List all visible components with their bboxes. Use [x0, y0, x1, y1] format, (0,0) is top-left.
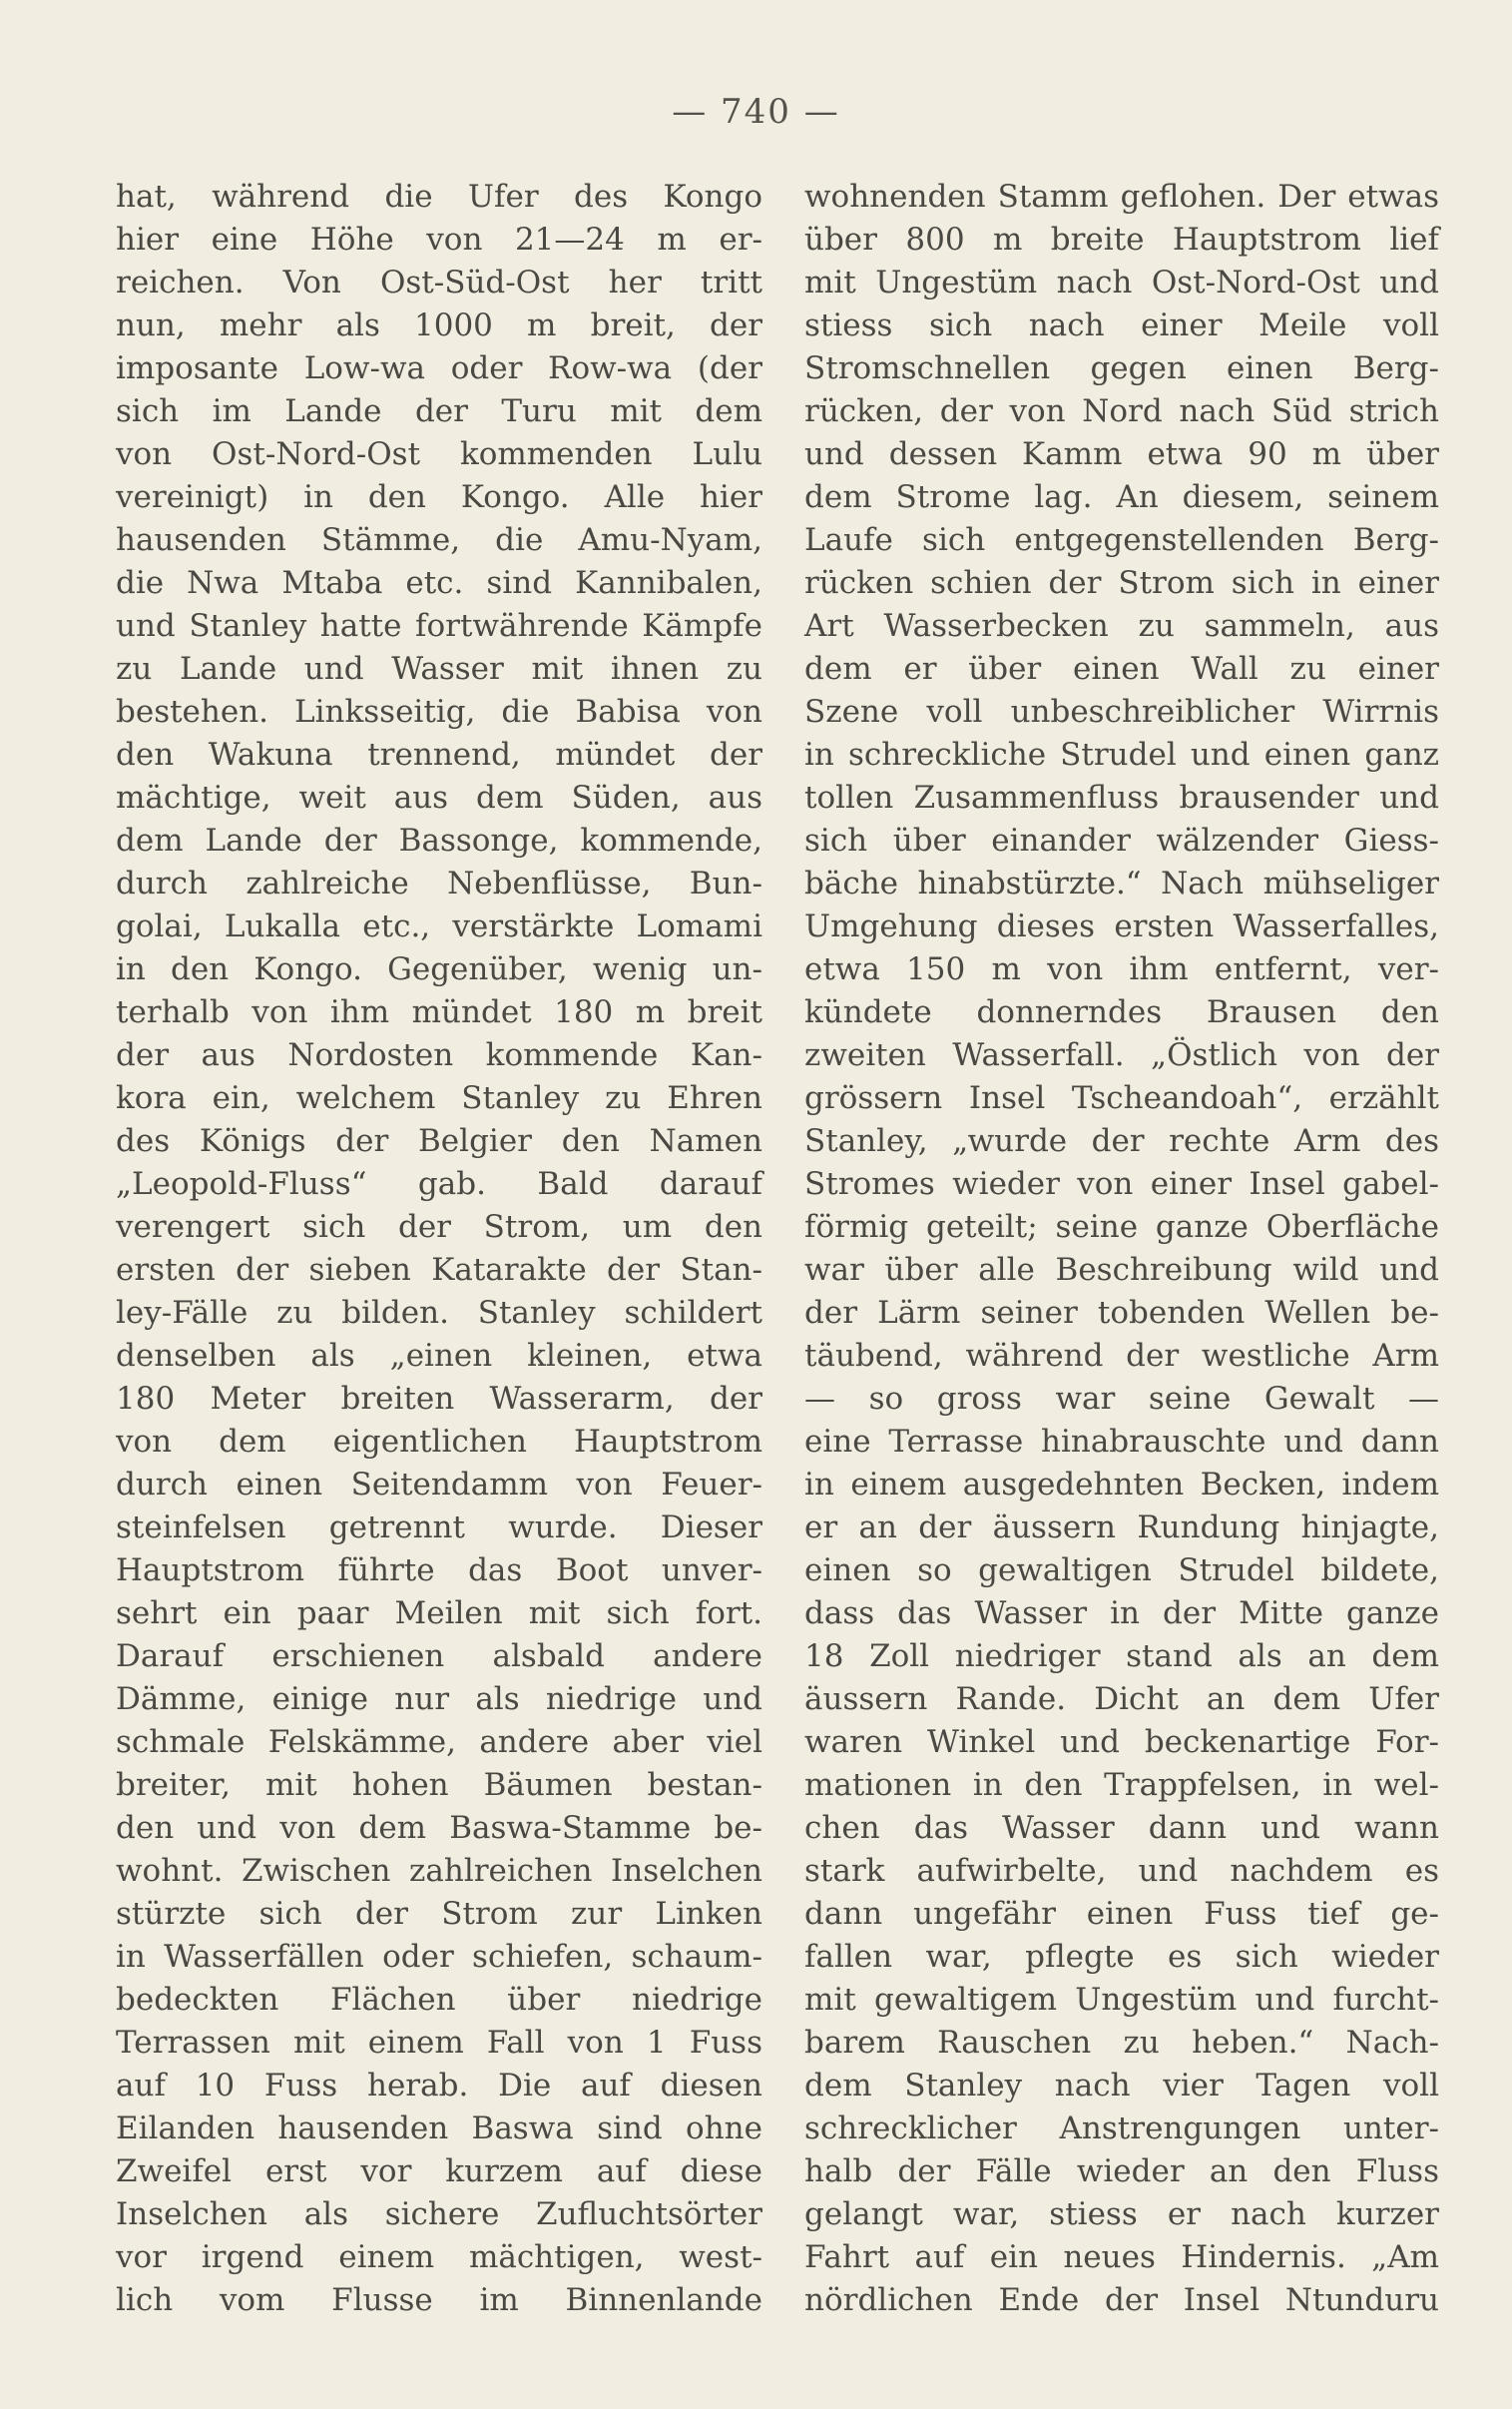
text-line: den Wakuna trennend, mündet der — [116, 737, 762, 773]
text-line: Stromschnellen gegen einen Berg- — [804, 350, 1439, 386]
text-line: fallen war, pflegte es sich wieder — [804, 1939, 1439, 1975]
text-line: zweiten Wasserfall. „Östlich von der — [804, 1037, 1439, 1073]
text-line: schrecklicher Anstrengungen unter- — [804, 2110, 1439, 2146]
text-line: ersten der sieben Katarakte der Stan- — [116, 1252, 762, 1288]
text-line: auf 10 Fuss herab. Die auf diesen — [116, 2068, 762, 2104]
text-line: kündete donnerndes Brausen den — [804, 994, 1439, 1030]
text-line: stark aufwirbelte, und nachdem es — [804, 1853, 1439, 1889]
text-line: wohnt. Zwischen zahlreichen Inselchen — [116, 1853, 762, 1889]
text-line: förmig geteilt; seine ganze Oberfläche — [804, 1209, 1439, 1245]
text-line: dass das Wasser in der Mitte ganze — [804, 1595, 1439, 1631]
text-line: Stanley, „wurde der rechte Arm des — [804, 1123, 1439, 1159]
text-line: — so gross war seine Gewalt — — [804, 1381, 1439, 1417]
text-line: von Ost-Nord-Ost kommenden Lulu — [116, 436, 762, 472]
text-line: Fahrt auf ein neues Hindernis. „Am — [804, 2239, 1439, 2275]
text-line: tollen Zusammenfluss brausender und — [804, 780, 1439, 816]
text-line: terhalb von ihm mündet 180 m breit — [116, 994, 762, 1030]
text-line: golai, Lukalla etc., verstärkte Lomami — [116, 908, 762, 944]
text-line: grössern Insel Tscheandoah“, erzählt — [804, 1080, 1439, 1116]
right-text-column — [804, 176, 1439, 2322]
text-line: dem Strome lag. An diesem, seinem — [804, 479, 1439, 515]
text-line: Stromes wieder von einer Insel gabel- — [804, 1166, 1439, 1202]
text-line: breiter, mit hohen Bäumen bestan- — [116, 1767, 762, 1803]
text-line: sich im Lande der Turu mit dem — [116, 393, 762, 429]
text-line: der aus Nordosten kommende Kan- — [116, 1037, 762, 1073]
text-line: mit gewaltigem Ungestüm und furcht- — [804, 1982, 1439, 2018]
text-line: und dessen Kamm etwa 90 m über — [804, 436, 1439, 472]
text-line: täubend, während der westliche Arm — [804, 1338, 1439, 1374]
text-line: Eilanden hausenden Baswa sind ohne — [116, 2110, 762, 2146]
text-line: Terrassen mit einem Fall von 1 Fuss — [116, 2025, 762, 2061]
text-line: hat, während die Ufer des Kongo — [116, 179, 762, 215]
text-line: eine Terrasse hinabrauschte und dann — [804, 1424, 1439, 1460]
text-line: über 800 m breite Hauptstrom lief — [804, 222, 1439, 258]
text-line: rücken, der von Nord nach Süd strich — [804, 393, 1439, 429]
text-line: mit Ungestüm nach Ost-Nord-Ost und — [804, 265, 1439, 301]
text-line: durch zahlreiche Nebenflüsse, Bun- — [116, 866, 762, 902]
text-line: halb der Fälle wieder an den Fluss — [804, 2153, 1439, 2189]
text-line: dann ungefähr einen Fuss tief ge- — [804, 1896, 1439, 1932]
text-line: Hauptstrom führte das Boot unver- — [116, 1552, 762, 1588]
text-line: barem Rauschen zu heben.“ Nach- — [804, 2025, 1439, 2061]
text-line: in Wasserfällen oder schiefen, schaum- — [116, 1939, 762, 1975]
text-line: 180 Meter breiten Wasserarm, der — [116, 1381, 762, 1417]
text-line: 18 Zoll niedriger stand als an dem — [804, 1638, 1439, 1674]
text-line: nördlichen Ende der Insel Ntunduru — [804, 2282, 1439, 2318]
text-line: äussern Rande. Dicht an dem Ufer — [804, 1681, 1439, 1717]
text-line: dem Stanley nach vier Tagen voll — [804, 2068, 1439, 2104]
text-line: Darauf erschienen alsbald andere — [116, 1638, 762, 1674]
text-line: steinfelsen getrennt wurde. Dieser — [116, 1509, 762, 1545]
text-line: nun, mehr als 1000 m breit, der — [116, 307, 762, 343]
text-line: hier eine Höhe von 21—24 m er- — [116, 222, 762, 258]
text-line: vereinigt) in den Kongo. Alle hier — [116, 479, 762, 515]
text-line: bedeckten Flächen über niedrige — [116, 1982, 762, 2018]
text-line: einen so gewaltigen Strudel bildete, — [804, 1552, 1439, 1588]
text-line: den und von dem Baswa-Stamme be- — [116, 1810, 762, 1846]
text-line: reichen. Von Ost-Süd-Ost her tritt — [116, 265, 762, 301]
text-line: stürzte sich der Strom zur Linken — [116, 1896, 762, 1932]
text-line: die Nwa Mtaba etc. sind Kannibalen, — [116, 565, 762, 601]
text-line: in einem ausgedehnten Becken, indem — [804, 1467, 1439, 1503]
left-text-column — [116, 176, 762, 2322]
text-line: etwa 150 m von ihm entfernt, ver- — [804, 951, 1439, 987]
text-line: sehrt ein paar Meilen mit sich fort. — [116, 1595, 762, 1631]
text-line: gelangt war, stiess er nach kurzer — [804, 2196, 1439, 2232]
text-line: zu Lande und Wasser mit ihnen zu — [116, 651, 762, 687]
text-line: der Lärm seiner tobenden Wellen be- — [804, 1295, 1439, 1331]
text-line: bestehen. Linksseitig, die Babisa von — [116, 694, 762, 730]
text-line: verengert sich der Strom, um den — [116, 1209, 762, 1245]
text-line: Szene voll unbeschreiblicher Wirrnis — [804, 694, 1439, 730]
text-line: Zweifel erst vor kurzem auf diese — [116, 2153, 762, 2189]
text-line: des Königs der Belgier den Namen — [116, 1123, 762, 1159]
text-line: waren Winkel und beckenartige For- — [804, 1724, 1439, 1760]
text-line: Laufe sich entgegenstellenden Berg- — [804, 522, 1439, 558]
text-line: dem Lande der Bassonge, kommende, — [116, 823, 762, 859]
text-line: Inselchen als sichere Zufluchtsörter — [116, 2196, 762, 2232]
text-line: in schreckliche Strudel und einen ganz — [804, 737, 1439, 773]
text-line: chen das Wasser dann und wann — [804, 1810, 1439, 1846]
text-line: sich über einander wälzender Giess- — [804, 823, 1439, 859]
text-line: kora ein, welchem Stanley zu Ehren — [116, 1080, 762, 1116]
text-line: denselben als „einen kleinen, etwa — [116, 1338, 762, 1374]
text-line: schmale Felskämme, andere aber viel — [116, 1724, 762, 1760]
text-line: Umgehung dieses ersten Wasserfalles, — [804, 908, 1439, 944]
text-line: war über alle Beschreibung wild und — [804, 1252, 1439, 1288]
text-line: Art Wasserbecken zu sammeln, aus — [804, 608, 1439, 644]
text-line: er an der äussern Rundung hinjagte, — [804, 1509, 1439, 1545]
text-line: mationen in den Trappfelsen, in wel- — [804, 1767, 1439, 1803]
text-line: bäche hinabstürzte.“ Nach mühseliger — [804, 866, 1439, 902]
text-line: durch einen Seitendamm von Feuer- — [116, 1467, 762, 1503]
text-line: „Leopold-Fluss“ gab. Bald darauf — [116, 1166, 762, 1202]
text-line: hausenden Stämme, die Amu-Nyam, — [116, 522, 762, 558]
page-number: — 740 — — [672, 92, 840, 132]
text-line: und Stanley hatte fortwährende Kämpfe — [116, 608, 762, 644]
text-line: imposante Low-wa oder Row-wa (der — [116, 350, 762, 386]
text-line: von dem eigentlichen Hauptstrom — [116, 1424, 762, 1460]
text-line: rücken schien der Strom sich in einer — [804, 565, 1439, 601]
text-line: wohnenden Stamm geflohen. Der etwas — [804, 179, 1439, 215]
text-line: vor irgend einem mächtigen, west- — [116, 2239, 762, 2275]
text-line: ley-Fälle zu bilden. Stanley schildert — [116, 1295, 762, 1331]
text-line: stiess sich nach einer Meile voll — [804, 307, 1439, 343]
text-line: lich vom Flusse im Binnenlande — [116, 2282, 762, 2318]
text-line: dem er über einen Wall zu einer — [804, 651, 1439, 687]
text-line: mächtige, weit aus dem Süden, aus — [116, 780, 762, 816]
text-line: Dämme, einige nur als niedrige und — [116, 1681, 762, 1717]
text-line: in den Kongo. Gegenüber, wenig un- — [116, 951, 762, 987]
